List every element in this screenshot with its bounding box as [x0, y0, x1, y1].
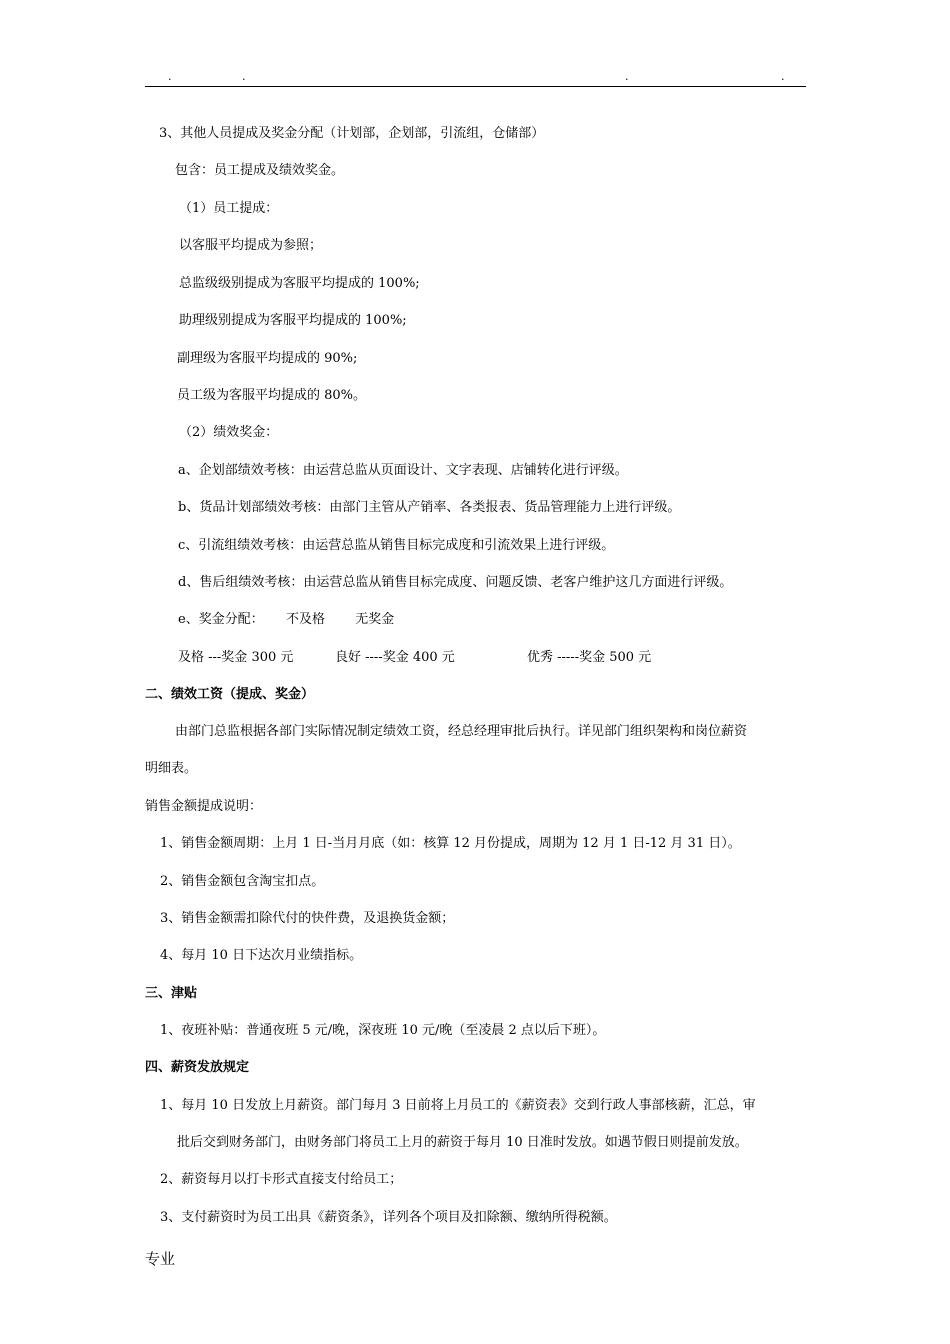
section-3-contains: 包含：员工提成及绩效奖金。	[175, 163, 345, 178]
subsection-bonus-title: （2）绩效奖金：	[179, 425, 279, 440]
bonus-item-b: b、货品计划部绩效考核：由部门主管从产销率、各类报表、货品管理能力上进行评级。	[178, 500, 681, 515]
bonus-good: 良好 ----奖金 400 元	[335, 650, 455, 665]
section-2-para-line2: 明细表。	[145, 761, 198, 776]
bonus-item-e-label: e、奖金分配：	[178, 612, 264, 627]
sales-note-1: 1、销售金额周期：上月 1 日-当月月底（如：核算 12 月份提成，周期为 12 月 1 日-12 月 31 日）。	[160, 836, 741, 851]
section-4-heading: 四、薪资发放规定	[145, 1060, 250, 1075]
commission-staff: 员工级为客服平均提成的 80%。	[177, 388, 367, 403]
commission-assistant: 助理级别提成为客服平均提成的 100%;	[179, 313, 407, 328]
commission-director: 总监级级别提成为客服平均提成的 100%;	[179, 276, 420, 291]
bonus-excellent: 优秀 -----奖金 500 元	[527, 650, 652, 665]
bonus-item-a: a、企划部绩效考核：由运营总监从页面设计、文字表现、店铺转化进行评级。	[178, 463, 628, 478]
bonus-item-e	[178, 611, 394, 629]
sales-note-2: 2、销售金额包含淘宝扣点。	[160, 874, 325, 889]
section-2-heading: 二、绩效工资（提成、奖金）	[145, 687, 315, 702]
subsection-commission-title: （1）员工提成：	[179, 201, 279, 216]
bonus-item-c: c、引流组绩效考核：由运营总监从销售目标完成度和引流效果上进行评级。	[178, 538, 615, 553]
sales-note-4: 4、每月 10 日下达次月业绩指标。	[160, 948, 363, 963]
sales-note-3: 3、销售金额需扣除代付的快件费，及退换货金额；	[160, 911, 455, 926]
commission-basis: 以客服平均提成为参照；	[179, 238, 323, 253]
bonus-pass: 及格 ---奖金 300 元	[178, 650, 294, 665]
header-dot: .	[242, 70, 246, 83]
section-3-title: 3、其他人员提成及奖金分配（计划部，企划部，引流组，仓储部）	[159, 126, 545, 141]
header-rule	[145, 86, 806, 87]
payroll-rule-1-line1: 1、每月 10 日发放上月薪资。部门每月 3 日前将上月员工的《薪资表》交到行政人事部核薪，汇总，审	[160, 1098, 756, 1113]
page-footer: 专业	[145, 1250, 176, 1268]
section-2-para-line1: 由部门总监根据各部门实际情况制定绩效工资，经总经理审批后执行。详见部门组织架构和岗位薪资	[175, 724, 748, 739]
header-dot: .	[168, 70, 172, 83]
bonus-item-e-result: 无奖金	[355, 612, 395, 627]
sales-commission-note-title: 销售金额提成说明：	[145, 799, 263, 814]
bonus-item-e-grade: 不及格	[285, 612, 325, 627]
header-dot: .	[781, 70, 785, 83]
bonus-item-d: d、售后组绩效考核：由运营总监从销售目标完成度、问题反馈、老客户维护这几方面进行评级。	[178, 575, 733, 590]
commission-deputy: 副理级为客服平均提成的 90%;	[177, 351, 358, 366]
payroll-rule-3: 3、支付薪资时为员工出具《薪资条》，详列各个项目及扣除额、缴纳所得税额。	[160, 1210, 617, 1225]
payroll-rule-2: 2、薪资每月以打卡形式直接支付给员工；	[160, 1172, 403, 1187]
header-dot: .	[625, 70, 629, 83]
page-header	[145, 70, 806, 84]
section-3-heading: 三、津贴	[145, 986, 198, 1001]
allowance-night-shift: 1、夜班补贴：普通夜班 5 元/晚，深夜班 10 元/晚（至凌晨 2 点以后下班）。	[160, 1023, 606, 1038]
payroll-rule-1-line2: 批后交到财务部门，由财务部门将员工上月的薪资于每月 10 日准时发放。如遇节假日则提前发放。	[177, 1135, 748, 1150]
